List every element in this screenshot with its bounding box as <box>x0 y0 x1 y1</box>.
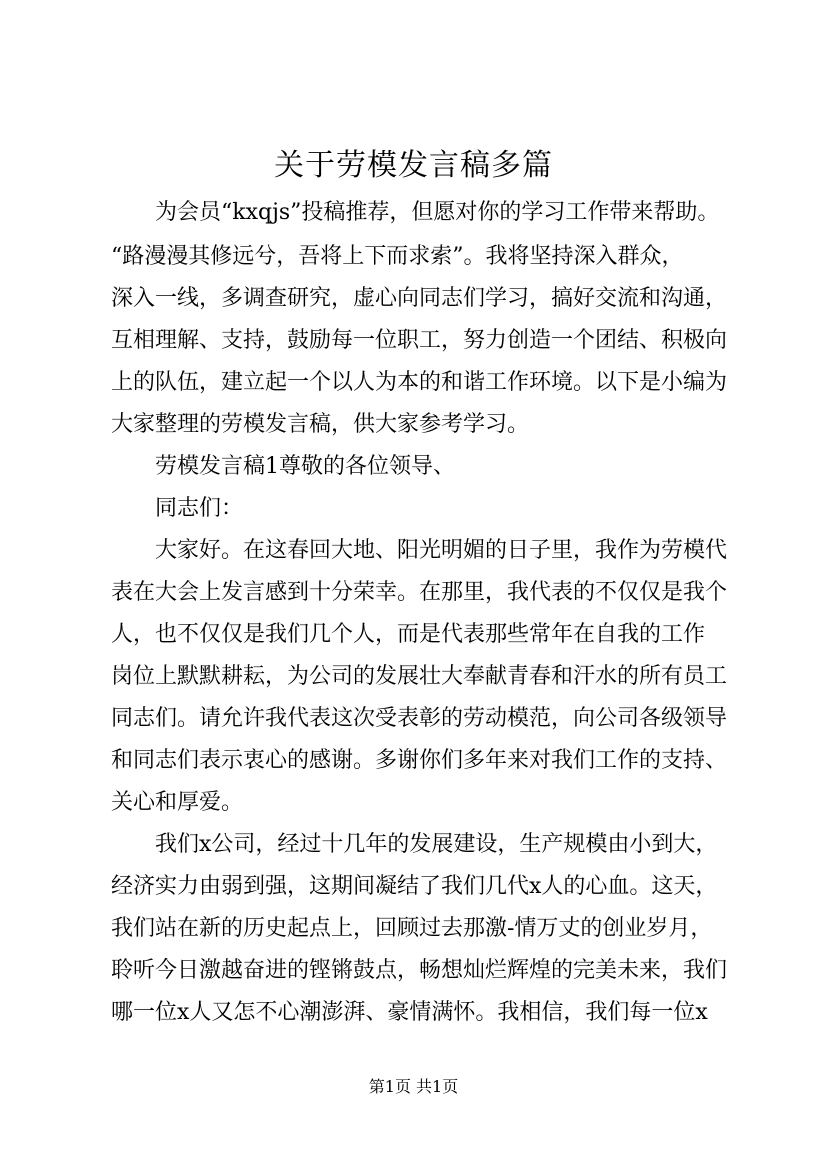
text-line: 上的队伍，建立起一个以人为本的和谐工作环境。以下是小编为 <box>111 370 728 395</box>
document-title: 关于劳模发言稿多篇 <box>274 148 553 183</box>
text-line: 我们站在新的历史起点上，回顾过去那激-情万丈的创业岁月， <box>111 916 713 941</box>
text-line: 聆听今日激越奋进的铿锵鼓点，畅想灿烂辉煌的完美未来，我们 <box>111 958 728 983</box>
text-line: 大家整理的劳模发言稿，供大家参考学习。 <box>111 412 530 437</box>
text-line: 岗位上默默耕耘，为公司的发展壮大奉献青春和汗水的所有员工 <box>111 664 728 689</box>
text-line: 人，也不仅仅是我们几个人，而是代表那些常年在自我的工作 <box>111 622 706 647</box>
text-line: 为会员“kxqjs”投稿推荐，但愿对你的学习工作带来帮助。 <box>155 200 720 225</box>
text-line: 同志们。请允许我代表这次受表彰的劳动模范，向公司各级领导 <box>111 706 728 731</box>
text-line: 劳模发言稿1尊敬的各位领导、 <box>155 454 455 479</box>
text-line: 同志们： <box>155 496 244 521</box>
text-line: 和同志们表示衷心的感谢。多谢你们多年来对我们工作的支持、 <box>111 748 728 773</box>
page-number-footer: 第1页 共1页 <box>368 1077 459 1096</box>
text-line: 表在大会上发言感到十分荣幸。在那里，我代表的不仅仅是我个 <box>111 580 728 605</box>
text-line: 大家好。在这春回大地、阳光明媚的日子里，我作为劳模代 <box>155 538 728 563</box>
text-line: 我们x公司，经过十几年的发展建设，生产规模由小到大， <box>155 832 718 857</box>
text-line: 经济实力由弱到强，这期间凝结了我们几代x人的心血。这天， <box>111 874 718 899</box>
text-line: 哪一位x人又怎不心潮澎湃、豪情满怀。我相信，我们每一位x <box>111 1000 708 1025</box>
text-line: 深入一线，多调查研究，虚心向同志们学习，搞好交流和沟通， <box>111 286 728 311</box>
text-line: “路漫漫其修远兮，吾将上下而求索”。我将坚持深入群众， <box>111 244 684 269</box>
text-line: 关心和厚爱。 <box>111 790 244 815</box>
text-line: 互相理解、支持，鼓励每一位职工，努力创造一个团结、积极向 <box>111 328 728 353</box>
